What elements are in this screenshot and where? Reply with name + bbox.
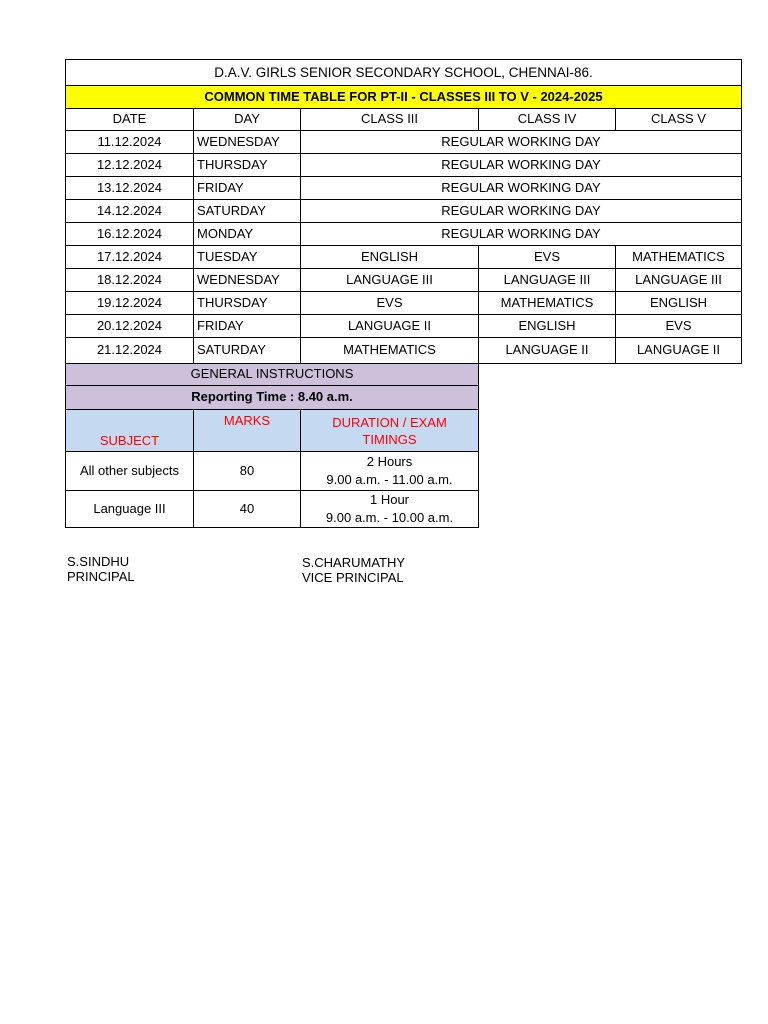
table-row [66,200,742,223]
class-iv-subject: LANGUAGE III [479,269,616,292]
instruction-subject: All other subjects [66,452,194,491]
class-iv-subject: ENGLISH [479,315,616,338]
principal-name: S.SINDHU [67,554,130,569]
class-v-subject: LANGUAGE III [616,269,742,292]
signatures [67,554,487,586]
instruction-marks: 80 [194,452,301,491]
vice-principal-name: S.CHARUMATHY [302,555,406,570]
class-iii-subject: LANGUAGE III [301,269,479,292]
day-cell: FRIDAY [194,177,301,200]
date-cell: 13.12.2024 [66,177,194,200]
working-day-note: REGULAR WORKING DAY [301,154,742,177]
day-cell: FRIDAY [194,315,301,338]
class-iii-subject: EVS [301,292,479,315]
date-cell: 19.12.2024 [66,292,194,315]
table-row [66,338,742,364]
table-row [66,177,742,200]
instructions-header-row [66,410,742,452]
table-row [66,154,742,177]
day-cell: SATURDAY [194,338,301,364]
class-iii-subject: LANGUAGE II [301,315,479,338]
table-row [66,246,742,269]
principal-signature [67,554,135,584]
vice-principal-signature [302,555,405,585]
timing-text: 9.00 a.m. - 11.00 a.m. [326,472,453,487]
vice-principal-role: VICE PRINCIPAL [302,570,404,585]
date-cell: 16.12.2024 [66,223,194,246]
col-day: DAY [194,109,301,131]
date-cell: 11.12.2024 [66,131,194,154]
class-iii-subject: ENGLISH [301,246,479,269]
table-row [66,315,742,338]
table-row [66,292,742,315]
class-iv-subject: EVS [479,246,616,269]
instruction-duration [301,491,479,528]
day-cell: SATURDAY [194,200,301,223]
day-cell: THURSDAY [194,292,301,315]
class-v-subject: LANGUAGE II [616,338,742,364]
day-cell: WEDNESDAY [194,131,301,154]
date-cell: 18.12.2024 [66,269,194,292]
timetable-sheet [65,59,742,528]
working-day-note: REGULAR WORKING DAY [301,177,742,200]
col-class-iii: CLASS III [301,109,479,131]
day-cell: TUESDAY [194,246,301,269]
timetable [65,59,742,528]
date-cell: 17.12.2024 [66,246,194,269]
marks-header: MARKS [194,410,301,452]
instruction-subject: Language III [66,491,194,528]
instruction-row [66,452,742,491]
subject-header: SUBJECT [66,410,194,452]
working-day-note: REGULAR WORKING DAY [301,200,742,223]
col-class-v: CLASS V [616,109,742,131]
timing-text: 9.00 a.m. - 10.00 a.m. [325,510,454,525]
class-iv-subject: MATHEMATICS [479,292,616,315]
col-class-iv: CLASS IV [479,109,616,131]
instruction-marks: 40 [194,491,301,528]
school-name: D.A.V. GIRLS SENIOR SECONDARY SCHOOL, CHENNAI-86. [66,60,742,86]
date-cell: 12.12.2024 [66,154,194,177]
instruction-row [66,491,742,528]
duration-text: 2 Hours [366,454,413,469]
col-date: DATE [66,109,194,131]
table-row [66,269,742,292]
class-v-subject: ENGLISH [616,292,742,315]
reporting-time-row [66,386,742,410]
principal-role: PRINCIPAL [67,569,135,584]
date-cell: 14.12.2024 [66,200,194,223]
class-v-subject: EVS [616,315,742,338]
class-iv-subject: LANGUAGE II [479,338,616,364]
column-headers [66,109,742,131]
working-day-note: REGULAR WORKING DAY [301,223,742,246]
date-cell: 21.12.2024 [66,338,194,364]
day-cell: MONDAY [194,223,301,246]
table-row [66,131,742,154]
working-day-note: REGULAR WORKING DAY [301,131,742,154]
duration-header: DURATION / EXAM TIMINGS [301,410,479,452]
class-iii-subject: MATHEMATICS [301,338,479,364]
general-instructions-title: GENERAL INSTRUCTIONS [66,364,479,386]
instructions-title-row [66,364,742,386]
instruction-duration [301,452,479,491]
table-row [66,223,742,246]
duration-text: 1 Hour [369,492,410,507]
date-cell: 20.12.2024 [66,315,194,338]
timetable-title: COMMON TIME TABLE FOR PT-II - CLASSES III TO V - 2024-2025 [66,86,742,109]
day-cell: WEDNESDAY [194,269,301,292]
class-v-subject: MATHEMATICS [616,246,742,269]
reporting-time: Reporting Time : 8.40 a.m. [66,386,479,410]
day-cell: THURSDAY [194,154,301,177]
